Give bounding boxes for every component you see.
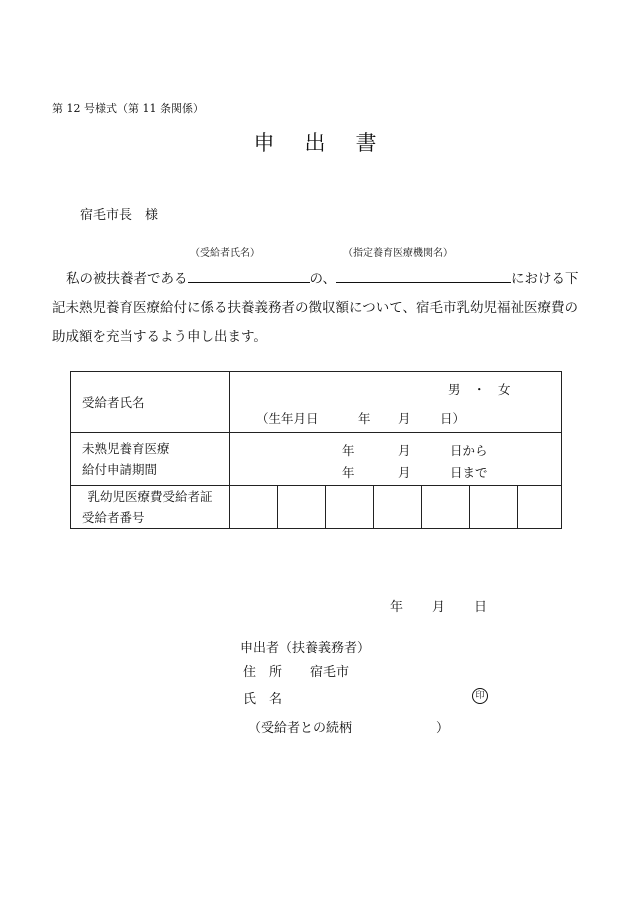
seal-icon: 印 bbox=[472, 688, 488, 704]
certificate-digit-box[interactable] bbox=[230, 486, 278, 529]
relation-close: ） bbox=[436, 721, 450, 736]
birth-month-label: 月 bbox=[398, 411, 411, 426]
addressee: 宿毛市長 様 bbox=[80, 208, 159, 223]
period-to-month: 月 bbox=[398, 465, 411, 480]
application-period-label-2: 給付申請期間 bbox=[82, 462, 158, 477]
statement-text-1: 私の被扶養者である bbox=[66, 271, 188, 287]
name-label: 氏 名 bbox=[243, 692, 283, 707]
statement-text-2: の、 bbox=[309, 271, 336, 287]
certificate-number-label-2: 受給者番号 bbox=[82, 510, 145, 525]
period-to-year: 年 bbox=[342, 465, 355, 480]
birth-day-label: 日） bbox=[440, 411, 466, 426]
certificate-digit-box[interactable] bbox=[518, 486, 562, 529]
application-period-label-1: 未熟児養育医療 bbox=[82, 441, 170, 456]
submission-month-label: 月 bbox=[432, 600, 446, 615]
relation-open: （受給者との続柄 bbox=[248, 721, 353, 736]
submission-year-label: 年 bbox=[390, 600, 404, 615]
certificate-digit-box[interactable] bbox=[374, 486, 422, 529]
statement-text-3: における下記未熟児養育医療給付に係る扶養義務者の徴収額について、宿毛市乳幼児福祉医療費の助成額を充当するよう申し出ます。 bbox=[52, 271, 579, 345]
period-to-day: 日まで bbox=[450, 465, 488, 480]
period-from-day: 日から bbox=[450, 443, 488, 458]
birthdate-open: （生年月日 bbox=[256, 411, 319, 426]
certificate-digit-box[interactable] bbox=[422, 486, 470, 529]
hint-recipient-name: （受給者氏名） bbox=[190, 248, 260, 259]
institution-name-field[interactable] bbox=[336, 268, 511, 283]
application-period-cell[interactable] bbox=[230, 433, 562, 486]
certificate-digit-box[interactable] bbox=[470, 486, 518, 529]
certificate-number-label-1: 乳幼児医療費受給者証 bbox=[87, 489, 213, 504]
form-number: 第 12 号様式（第 11 条関係） bbox=[52, 102, 204, 115]
certificate-digit-box[interactable] bbox=[278, 486, 326, 529]
info-table bbox=[70, 371, 562, 529]
recipient-name-field[interactable] bbox=[188, 268, 310, 283]
recipient-name-label-cell bbox=[71, 372, 230, 433]
address-label: 住 所 bbox=[243, 665, 283, 680]
applicant-label: 申出者（扶養義務者） bbox=[240, 641, 371, 656]
application-period-label-cell bbox=[71, 433, 230, 486]
statement-paragraph bbox=[52, 265, 582, 352]
period-from-year: 年 bbox=[342, 443, 355, 458]
address-value[interactable]: 宿毛市 bbox=[310, 665, 350, 680]
recipient-name-label: 受給者氏名 bbox=[82, 394, 145, 410]
certificate-digit-box[interactable] bbox=[326, 486, 374, 529]
gender-options[interactable]: 男 ・ 女 bbox=[448, 382, 511, 397]
hint-institution-name: （指定養育医療機関名） bbox=[343, 248, 453, 259]
certificate-number-label-cell bbox=[71, 486, 230, 529]
recipient-name-cell[interactable] bbox=[230, 372, 562, 433]
period-from-month: 月 bbox=[398, 443, 411, 458]
birth-year-label: 年 bbox=[358, 411, 371, 426]
document-title: 申出書 bbox=[253, 131, 407, 155]
submission-day-label: 日 bbox=[474, 600, 488, 615]
